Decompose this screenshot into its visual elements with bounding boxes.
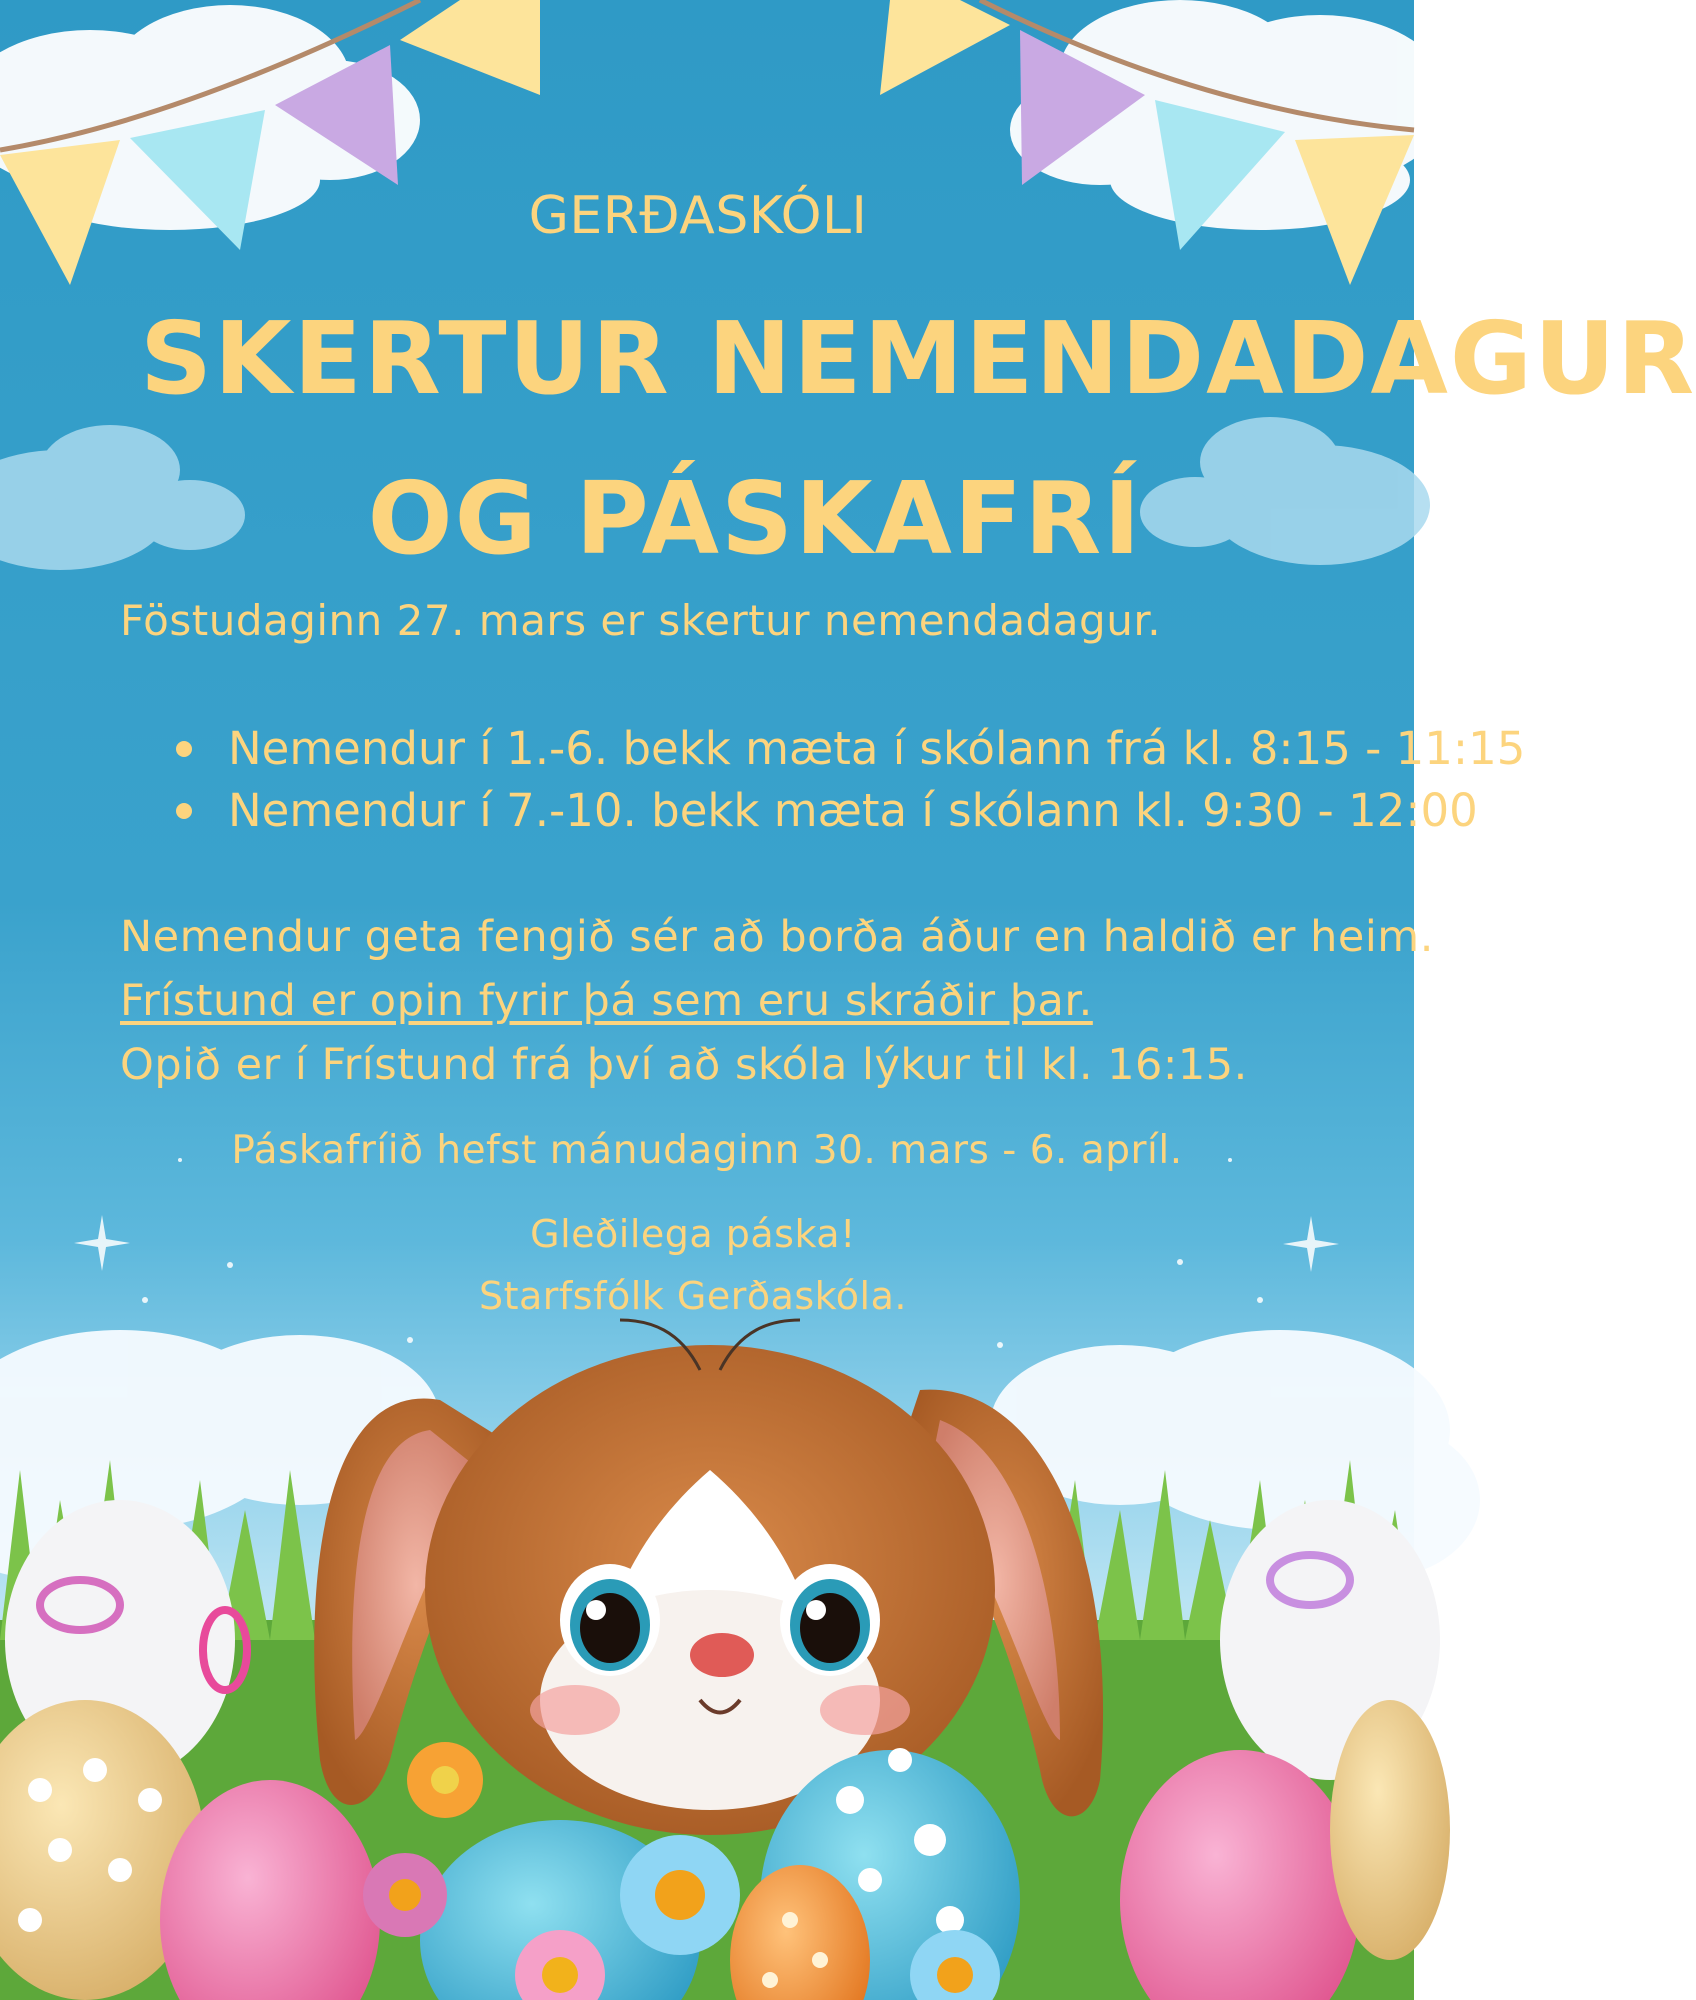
fristund-hours: Opið er í Frístund frá því að skóla lýkur til kl. 16:15.	[120, 1040, 1248, 1090]
bullet-icon	[176, 803, 192, 819]
school-name: GERÐASKÓLI	[528, 186, 868, 246]
list-item	[172, 780, 1525, 842]
schedule-list	[172, 718, 1525, 842]
title-line-2: OG PÁSKAFRÍ	[367, 460, 1143, 577]
intro-text: Föstudaginn 27. mars er skertur nemendadagur.	[120, 596, 1162, 645]
bullet-icon	[176, 741, 192, 757]
fristund-note: Frístund er opin fyrir þá sem eru skráðir þar.	[120, 976, 1093, 1026]
easter-break-text: Páskafríið hefst mánudaginn 30. mars - 6. apríl.	[231, 1128, 1183, 1173]
lunch-note: Nemendur geta fengið sér að borða áður en haldið er heim.	[120, 912, 1434, 962]
list-item-text: Nemendur í 1.-6. bekk mæta í skólann frá kl. 8:15 - 11:15	[228, 722, 1526, 775]
signature: Starfsfólk Gerðaskóla.	[479, 1274, 907, 1318]
title-line-1: SKERTUR NEMENDADAGUR	[140, 300, 1696, 417]
list-item	[172, 718, 1525, 780]
greeting: Gleðilega páska!	[530, 1212, 856, 1256]
list-item-text: Nemendur í 7.-10. bekk mæta í skólann kl. 9:30 - 12:00	[228, 784, 1478, 837]
